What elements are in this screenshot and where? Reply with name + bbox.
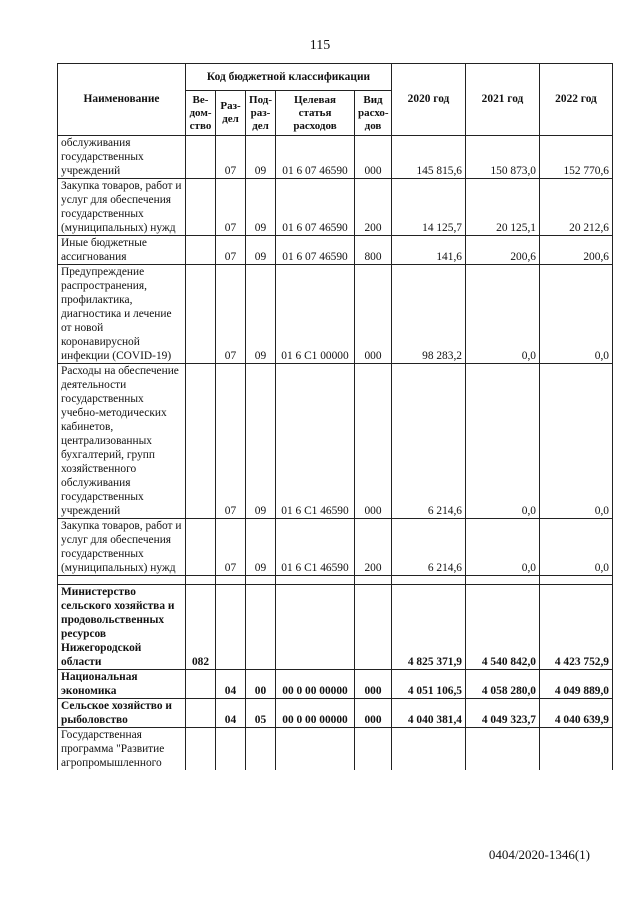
cell-section: 07 bbox=[216, 519, 246, 576]
cell-name: обслуживания государственных учреждений bbox=[58, 136, 186, 179]
cell-target bbox=[276, 585, 355, 670]
cell-y2022: 4 423 752,9 bbox=[540, 585, 613, 670]
cell-dept bbox=[186, 519, 216, 576]
cell-y2021: 0,0 bbox=[466, 519, 540, 576]
cell-type: 000 bbox=[355, 136, 392, 179]
cell-section: 07 bbox=[216, 179, 246, 236]
table-row bbox=[58, 136, 613, 179]
cell-section bbox=[216, 585, 246, 670]
cell-y2020: 4 040 381,4 bbox=[392, 699, 466, 728]
page-number: 115 bbox=[309, 38, 331, 53]
header-code-group: Код бюджетной классификации bbox=[186, 64, 392, 91]
cell-type bbox=[355, 728, 392, 771]
cell-y2021: 4 540 842,0 bbox=[466, 585, 540, 670]
cell-subsection: 00 bbox=[246, 670, 276, 699]
cell-y2020: 4 825 371,9 bbox=[392, 585, 466, 670]
cell-y2022: 0,0 bbox=[540, 519, 613, 576]
cell-dept bbox=[186, 136, 216, 179]
header-name: Наименование bbox=[58, 64, 186, 136]
cell-y2021: 200,6 bbox=[466, 236, 540, 265]
cell-section: 04 bbox=[216, 699, 246, 728]
cell-subsection: 09 bbox=[246, 364, 276, 519]
cell-y2021: 0,0 bbox=[466, 265, 540, 364]
table-row bbox=[58, 585, 613, 670]
cell-section: 04 bbox=[216, 670, 246, 699]
table-row bbox=[58, 670, 613, 699]
cell-name: Предупреждение распространения, профилактика, диагностика и лечение от новой коронавирусной инфекции (COVID-19) bbox=[58, 265, 186, 364]
cell-type: 000 bbox=[355, 364, 392, 519]
cell-y2020 bbox=[392, 728, 466, 771]
cell-dept bbox=[186, 265, 216, 364]
cell-y2022: 4 049 889,0 bbox=[540, 670, 613, 699]
cell-section: 07 bbox=[216, 236, 246, 265]
header-type: Вид расхо-дов bbox=[355, 91, 392, 136]
cell-name: Национальная экономика bbox=[58, 670, 186, 699]
table-row bbox=[58, 519, 613, 576]
cell-y2022: 4 040 639,9 bbox=[540, 699, 613, 728]
cell-y2022: 20 212,6 bbox=[540, 179, 613, 236]
cell-target: 01 6 07 46590 bbox=[276, 179, 355, 236]
cell-y2020: 98 283,2 bbox=[392, 265, 466, 364]
cell-y2022: 200,6 bbox=[540, 236, 613, 265]
spacer-cell bbox=[186, 576, 216, 585]
cell-y2022 bbox=[540, 728, 613, 771]
document-code: 0404/2020-1346(1) bbox=[488, 847, 590, 862]
spacer-cell bbox=[466, 576, 540, 585]
cell-name: Иные бюджетные ассигнования bbox=[58, 236, 186, 265]
cell-dept bbox=[186, 670, 216, 699]
cell-dept bbox=[186, 699, 216, 728]
table-row bbox=[58, 699, 613, 728]
cell-type: 800 bbox=[355, 236, 392, 265]
cell-section: 07 bbox=[216, 136, 246, 179]
cell-target: 01 6 07 46590 bbox=[276, 136, 355, 179]
cell-subsection: 09 bbox=[246, 136, 276, 179]
cell-target: 01 6 07 46590 bbox=[276, 236, 355, 265]
table-body bbox=[58, 136, 613, 771]
cell-dept bbox=[186, 236, 216, 265]
cell-y2021: 20 125,1 bbox=[466, 179, 540, 236]
spacer-cell bbox=[392, 576, 466, 585]
cell-target: 01 6 C1 00000 bbox=[276, 265, 355, 364]
cell-section: 07 bbox=[216, 265, 246, 364]
spacer-cell bbox=[276, 576, 355, 585]
table-row bbox=[58, 179, 613, 236]
table-row bbox=[58, 728, 613, 771]
header-target: Целевая статья расходов bbox=[276, 91, 355, 136]
table-row bbox=[58, 236, 613, 265]
spacer-cell bbox=[540, 576, 613, 585]
cell-y2022: 0,0 bbox=[540, 265, 613, 364]
cell-y2022: 152 770,6 bbox=[540, 136, 613, 179]
header-dept: Ве-дом-ство bbox=[186, 91, 216, 136]
cell-name: Закупка товаров, работ и услуг для обеспечения государственных (муниципальных) нужд bbox=[58, 179, 186, 236]
cell-y2020: 141,6 bbox=[392, 236, 466, 265]
cell-type: 200 bbox=[355, 519, 392, 576]
cell-dept bbox=[186, 728, 216, 771]
cell-target: 00 0 00 00000 bbox=[276, 670, 355, 699]
cell-y2022: 0,0 bbox=[540, 364, 613, 519]
cell-name: Закупка товаров, работ и услуг для обеспечения государственных (муниципальных) нужд bbox=[58, 519, 186, 576]
cell-section bbox=[216, 728, 246, 771]
cell-y2021: 0,0 bbox=[466, 364, 540, 519]
cell-target: 00 0 00 00000 bbox=[276, 699, 355, 728]
cell-target: 01 6 C1 46590 bbox=[276, 364, 355, 519]
table-spacer-row bbox=[58, 576, 613, 585]
cell-y2021: 150 873,0 bbox=[466, 136, 540, 179]
cell-type bbox=[355, 585, 392, 670]
cell-subsection bbox=[246, 585, 276, 670]
cell-target bbox=[276, 728, 355, 771]
cell-y2021: 4 049 323,7 bbox=[466, 699, 540, 728]
cell-subsection: 09 bbox=[246, 265, 276, 364]
header-subsection: Под-раз-дел bbox=[246, 91, 276, 136]
spacer-cell bbox=[355, 576, 392, 585]
cell-dept bbox=[186, 179, 216, 236]
cell-subsection: 09 bbox=[246, 236, 276, 265]
table-row bbox=[58, 265, 613, 364]
cell-subsection: 09 bbox=[246, 519, 276, 576]
cell-name: Государственная программа "Развитие агропромышленного bbox=[58, 728, 186, 771]
cell-y2020: 14 125,7 bbox=[392, 179, 466, 236]
cell-name: Расходы на обеспечение деятельности государственных учебно-методических кабинетов, централизованных бухгалтерий, групп хозяйственного обслуживания государственных учреждений bbox=[58, 364, 186, 519]
cell-type: 000 bbox=[355, 265, 392, 364]
cell-y2020: 4 051 106,5 bbox=[392, 670, 466, 699]
cell-type: 000 bbox=[355, 699, 392, 728]
cell-name: Сельское хозяйство и рыболовство bbox=[58, 699, 186, 728]
cell-y2021: 4 058 280,0 bbox=[466, 670, 540, 699]
cell-target: 01 6 C1 46590 bbox=[276, 519, 355, 576]
header-2021: 2021 год bbox=[466, 64, 540, 136]
cell-dept bbox=[186, 364, 216, 519]
spacer-cell bbox=[216, 576, 246, 585]
cell-name: Министерство сельского хозяйства и продовольственных ресурсов Нижегородской области bbox=[58, 585, 186, 670]
cell-subsection: 09 bbox=[246, 179, 276, 236]
header-2020: 2020 год bbox=[392, 64, 466, 136]
header-section: Раз-дел bbox=[216, 91, 246, 136]
cell-subsection bbox=[246, 728, 276, 771]
cell-section: 07 bbox=[216, 364, 246, 519]
cell-dept: 082 bbox=[186, 585, 216, 670]
table-row bbox=[58, 364, 613, 519]
cell-type: 000 bbox=[355, 670, 392, 699]
cell-y2021 bbox=[466, 728, 540, 771]
cell-y2020: 6 214,6 bbox=[392, 519, 466, 576]
spacer-cell bbox=[58, 576, 186, 585]
cell-y2020: 6 214,6 bbox=[392, 364, 466, 519]
cell-subsection: 05 bbox=[246, 699, 276, 728]
budget-table bbox=[57, 63, 613, 770]
header-2022: 2022 год bbox=[540, 64, 613, 136]
cell-type: 200 bbox=[355, 179, 392, 236]
cell-y2020: 145 815,6 bbox=[392, 136, 466, 179]
spacer-cell bbox=[246, 576, 276, 585]
